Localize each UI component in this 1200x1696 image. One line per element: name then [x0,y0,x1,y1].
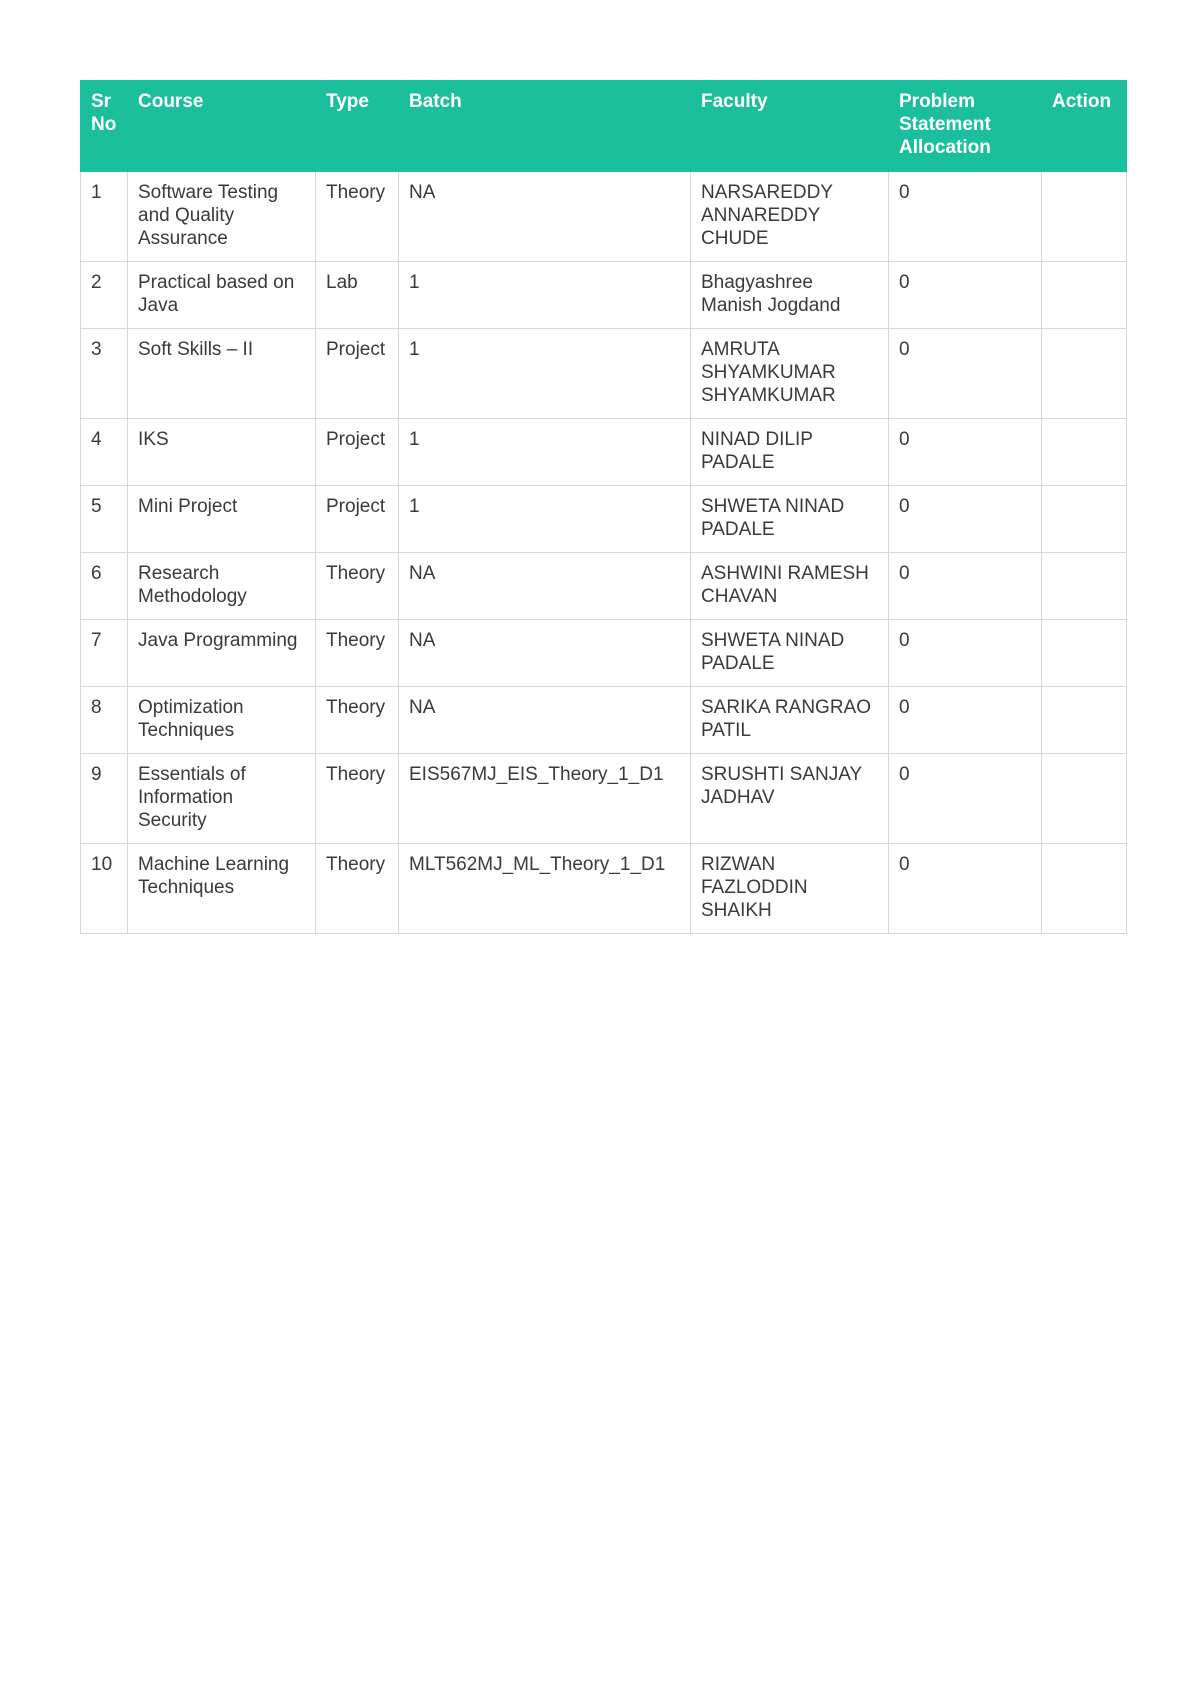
cell-type: Project [316,419,399,486]
cell-sr-no: 9 [81,754,128,844]
cell-sr-no: 1 [81,172,128,262]
cell-faculty: RIZWAN FAZLODDIN SHAIKH [691,844,889,934]
cell-action[interactable] [1042,419,1127,486]
cell-sr-no: 5 [81,486,128,553]
cell-action[interactable] [1042,486,1127,553]
cell-allocation: 0 [889,262,1042,329]
header-row [81,81,1127,172]
cell-sr-no: 10 [81,844,128,934]
cell-faculty: Bhagyashree Manish Jogdand [691,262,889,329]
cell-batch: 1 [399,262,691,329]
table-row [81,844,1127,934]
header-type: Type [316,81,399,172]
header-sr-no: Sr No [81,81,128,172]
cell-batch: NA [399,687,691,754]
header-faculty: Faculty [691,81,889,172]
table-body [81,172,1127,934]
table-row [81,172,1127,262]
table-row [81,754,1127,844]
cell-course: Research Methodology [128,553,316,620]
cell-batch: 1 [399,329,691,419]
table-row [81,620,1127,687]
cell-batch: 1 [399,486,691,553]
cell-allocation: 0 [889,486,1042,553]
header-batch: Batch [399,81,691,172]
cell-action[interactable] [1042,553,1127,620]
cell-action[interactable] [1042,329,1127,419]
table-row [81,553,1127,620]
cell-action[interactable] [1042,687,1127,754]
cell-sr-no: 2 [81,262,128,329]
course-allocation-table [80,80,1127,934]
cell-batch: NA [399,553,691,620]
cell-allocation: 0 [889,620,1042,687]
cell-faculty: SHWETA NINAD PADALE [691,620,889,687]
cell-allocation: 0 [889,553,1042,620]
cell-action[interactable] [1042,754,1127,844]
cell-course: Essentials of Information Security [128,754,316,844]
cell-faculty: NARSAREDDY ANNAREDDY CHUDE [691,172,889,262]
cell-action[interactable] [1042,172,1127,262]
table-row [81,262,1127,329]
cell-type: Lab [316,262,399,329]
cell-sr-no: 7 [81,620,128,687]
cell-faculty: SARIKA RANGRAO PATIL [691,687,889,754]
cell-sr-no: 4 [81,419,128,486]
cell-action[interactable] [1042,262,1127,329]
cell-type: Theory [316,687,399,754]
cell-type: Theory [316,172,399,262]
cell-sr-no: 8 [81,687,128,754]
table-row [81,329,1127,419]
cell-type: Theory [316,553,399,620]
cell-type: Theory [316,620,399,687]
cell-type: Project [316,486,399,553]
cell-course: Soft Skills – II [128,329,316,419]
cell-batch: MLT562MJ_ML_Theory_1_D1 [399,844,691,934]
cell-type: Project [316,329,399,419]
cell-course: Software Testing and Quality Assurance [128,172,316,262]
cell-faculty: NINAD DILIP PADALE [691,419,889,486]
table-row [81,486,1127,553]
cell-allocation: 0 [889,329,1042,419]
cell-allocation: 0 [889,172,1042,262]
cell-course: Practical based on Java [128,262,316,329]
header-problem-statement-allocation: Problem Statement Allocation [889,81,1042,172]
cell-batch: NA [399,620,691,687]
cell-allocation: 0 [889,419,1042,486]
cell-batch: 1 [399,419,691,486]
cell-sr-no: 6 [81,553,128,620]
cell-course: Optimization Techniques [128,687,316,754]
cell-faculty: AMRUTA SHYAMKUMAR SHYAMKUMAR [691,329,889,419]
cell-batch: NA [399,172,691,262]
table-row [81,419,1127,486]
cell-action[interactable] [1042,844,1127,934]
cell-allocation: 0 [889,754,1042,844]
cell-faculty: SRUSHTI SANJAY JADHAV [691,754,889,844]
cell-faculty: SHWETA NINAD PADALE [691,486,889,553]
cell-allocation: 0 [889,844,1042,934]
cell-course: IKS [128,419,316,486]
cell-type: Theory [316,754,399,844]
header-course: Course [128,81,316,172]
allocation-sheet [80,80,1126,934]
cell-batch: EIS567MJ_EIS_Theory_1_D1 [399,754,691,844]
cell-sr-no: 3 [81,329,128,419]
table-row [81,687,1127,754]
cell-course: Mini Project [128,486,316,553]
cell-course: Machine Learning Techniques [128,844,316,934]
table-header [81,81,1127,172]
cell-faculty: ASHWINI RAMESH CHAVAN [691,553,889,620]
cell-action[interactable] [1042,620,1127,687]
cell-allocation: 0 [889,687,1042,754]
cell-type: Theory [316,844,399,934]
header-action: Action [1042,81,1127,172]
cell-course: Java Programming [128,620,316,687]
